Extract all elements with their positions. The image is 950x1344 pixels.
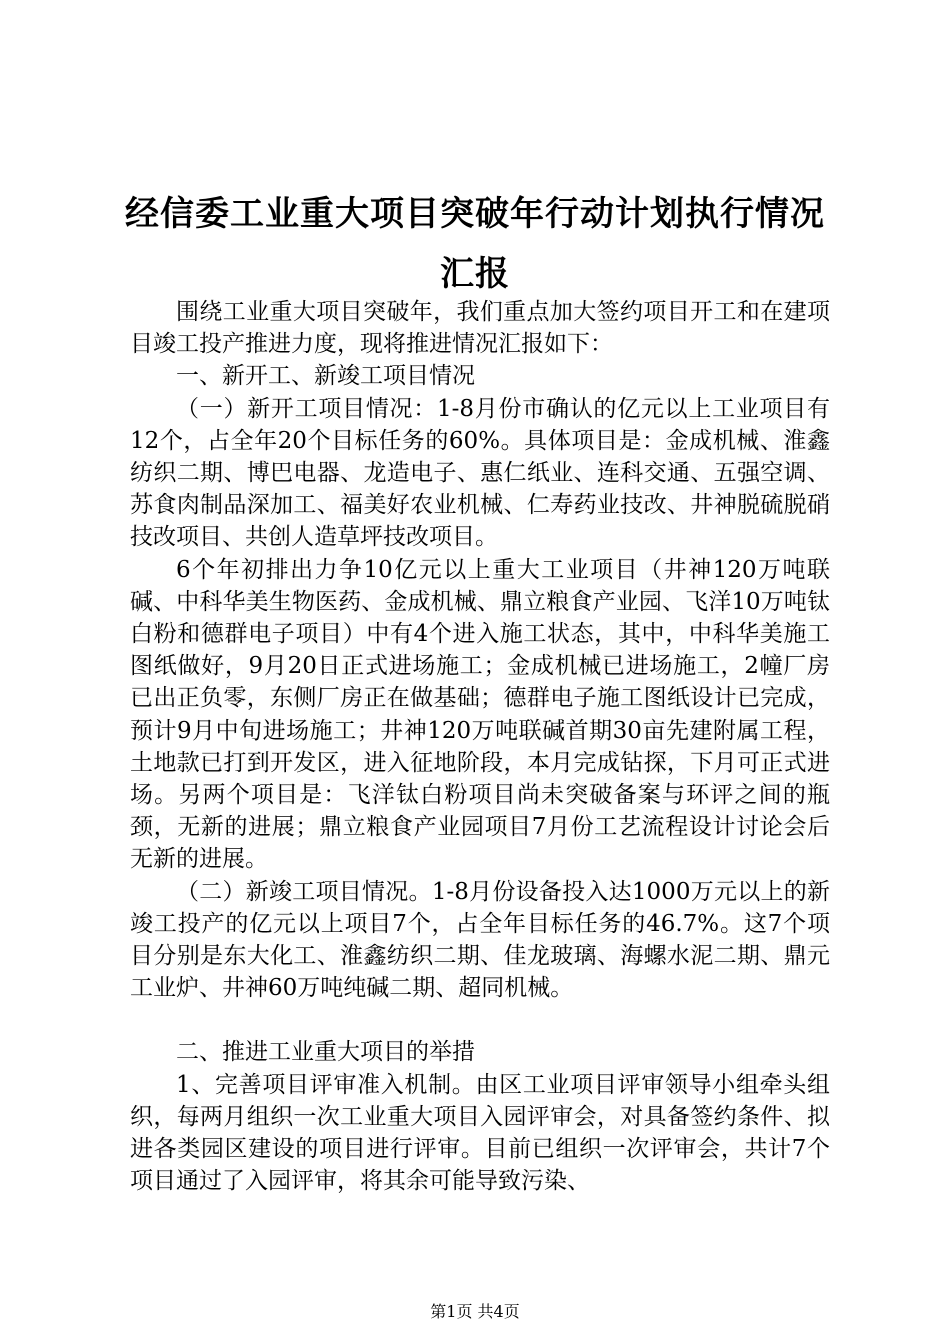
document-title: 经信委工业重大项目突破年行动计划执行情况	[125, 194, 825, 234]
section-heading-1: 一、新开工、新竣工项目情况	[176, 363, 475, 390]
document-body	[130, 296, 830, 1197]
document-title-continued: 汇报	[440, 254, 510, 294]
section-heading-2: 二、推进工业重大项目的举措	[176, 1039, 475, 1066]
paragraph-gap	[130, 1004, 830, 1036]
key-projects-paragraph: 6个年初排出力争10亿元以上重大工业项目（井神120万吨联碱、中科华美生物医药、金成机械、鼎立粮食产业园、飞洋10万吨钛白粉和德群电子项目）中有4个进入施工状态，其中，中科华美施工图纸做好，9月20日正式进场施工；金成机械已进场施工，2幢厂房已出正负零，东侧厂房正在做基础；德群电子施工图纸设计已完成，预计9月中旬进场施工；井神120万吨联碱首期30亩先建附属工程，土地款已打到开发区，进入征地阶段，本月完成钻探，下月可正式进场。另两个项目是：飞洋钛白粉项目尚未突破备案与环评之间的瓶颈，无新的进展；鼎立粮食产业园项目7月份工艺流程设计讨论会后无新的进展。	[130, 556, 830, 873]
subsection-new-start-paragraph: （一）新开工项目情况：1-8月份市确认的亿元以上工业项目有12个，占全年20个目标任务的60%。具体项目是：金成机械、淮鑫纺织二期、博巴电器、龙造电子、惠仁纸业、连科交通、五强空调、苏食肉制品深加工、福美好农业机械、仁寿药业技改、井神脱硫脱硝技改项目、共创人造草坪技改项目。	[130, 395, 830, 551]
measure-1-paragraph: 1、完善项目评审准入机制。由区工业项目评审领导小组牵头组织，每两月组织一次工业重大项目入园评审会，对具备签约条件、拟进各类园区建设的项目进行评审。目前已组织一次评审会，共计7个项目通过了入园评审，将其余可能导致污染、	[130, 1071, 830, 1195]
subsection-completed-paragraph: （二）新竣工项目情况。1-8月份设备投入达1000万元以上的新竣工投产的亿元以上项目7个，占全年目标任务的46.7%。这7个项目分别是东大化工、淮鑫纺织二期、佳龙玻璃、海螺水泥二期、鼎元工业炉、井神60万吨纯碱二期、超同机械。	[130, 878, 830, 1002]
page-number-footer: 第1页 共4页	[430, 1302, 520, 1321]
intro-paragraph: 围绕工业重大项目突破年，我们重点加大签约项目开工和在建项目竣工投产推进力度，现将推进情况汇报如下：	[130, 299, 830, 358]
